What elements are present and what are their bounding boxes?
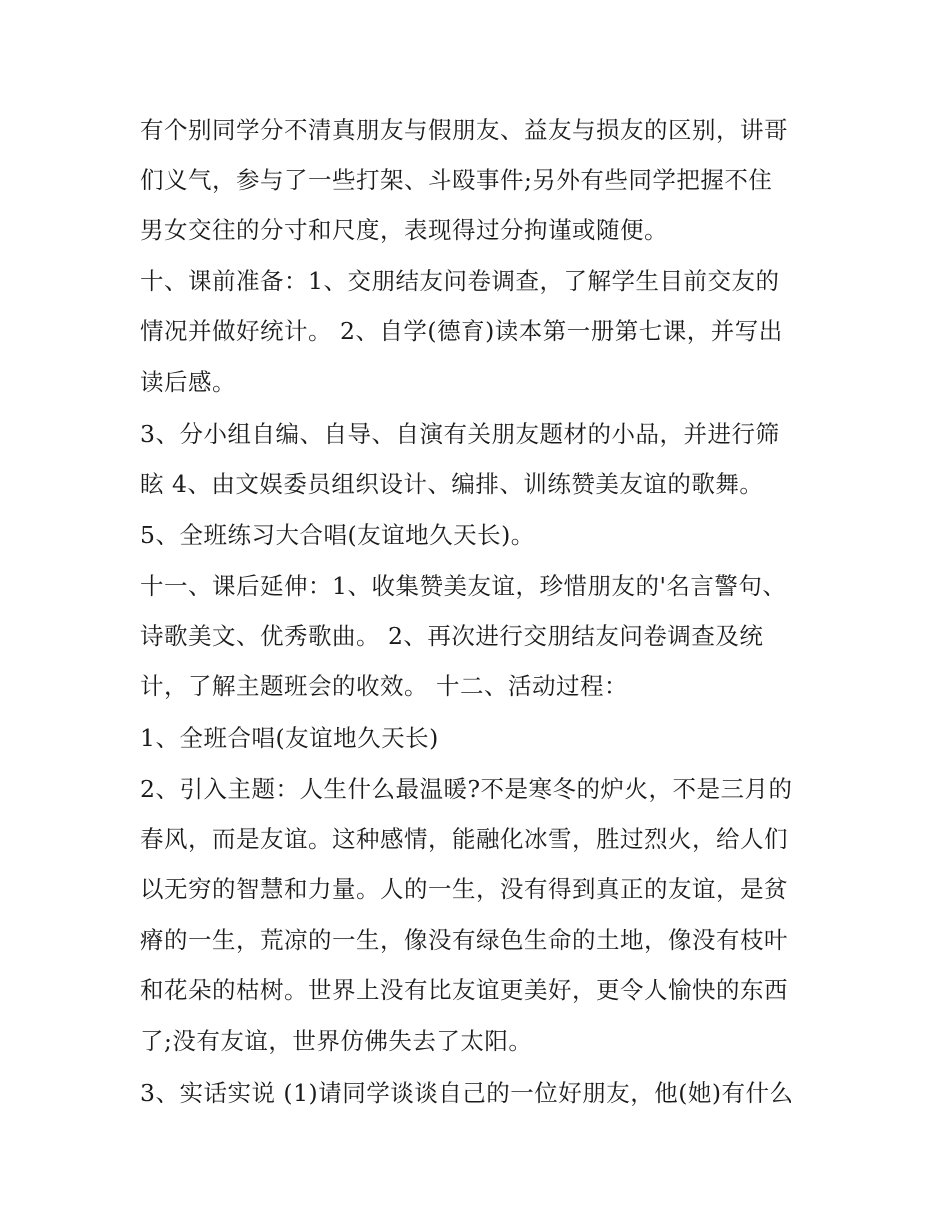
text-line: 春风，而是友谊。这种感情，能融化冰雪，胜过烈火，给人们 xyxy=(140,825,788,853)
text-line: 十、课前准备：1、交朋结友问卷调查，了解学生目前交友的 xyxy=(140,267,780,295)
text-line: 眩 4、由文娱委员组织设计、编排、训练赞美友谊的歌舞。 xyxy=(140,470,764,498)
text-line: 了;没有友谊，世界仿佛失去了太阳。 xyxy=(140,1027,533,1055)
text-line: 诗歌美文、优秀歌曲。 2、再次进行交朋结友问卷调查及统 xyxy=(140,622,764,650)
text-line: 1、全班合唱(友谊地久天长) xyxy=(140,724,439,752)
text-line: 2、引入主题：人生什么最温暖?不是寒冬的炉火，不是三月的 xyxy=(140,775,793,803)
text-line: 以无穷的智慧和力量。人的一生，没有得到真正的友谊，是贫 xyxy=(140,875,788,903)
text-line: 十一、课后延伸：1、收集赞美友谊，珍惜朋友的'名言警句、 xyxy=(140,572,787,600)
text-line: 瘠的一生，荒凉的一生，像没有绿色生命的土地，像没有枝叶 xyxy=(140,926,788,954)
text-line: 男女交往的分寸和尺度，表现得过分拘谨或随便。 xyxy=(140,216,668,244)
text-line: 5、全班练习大合唱(友谊地久天长)。 xyxy=(140,521,535,549)
text-line: 3、分小组自编、自导、自演有关朋友题材的小品，并进行筛 xyxy=(140,420,780,448)
text-line: 读后感。 xyxy=(140,368,236,396)
text-line: 情况并做好统计。 2、自学(德育)读本第一册第七课，并写出 xyxy=(140,317,783,345)
text-line: 计，了解主题班会的收效。 十二、活动过程： xyxy=(140,672,628,700)
text-line: 们义气，参与了一些打架、斗殴事件;另外有些同学把握不住 xyxy=(140,166,773,194)
text-line: 3、实话实说 (1)请同学谈谈自己的一位好朋友，他(她)有什么 xyxy=(140,1079,794,1107)
text-line: 和花朵的枯树。世界上没有比友谊更美好，更令人愉快的东西 xyxy=(140,976,788,1004)
text-line: 有个别同学分不清真朋友与假朋友、益友与损友的区别，讲哥 xyxy=(140,116,788,144)
